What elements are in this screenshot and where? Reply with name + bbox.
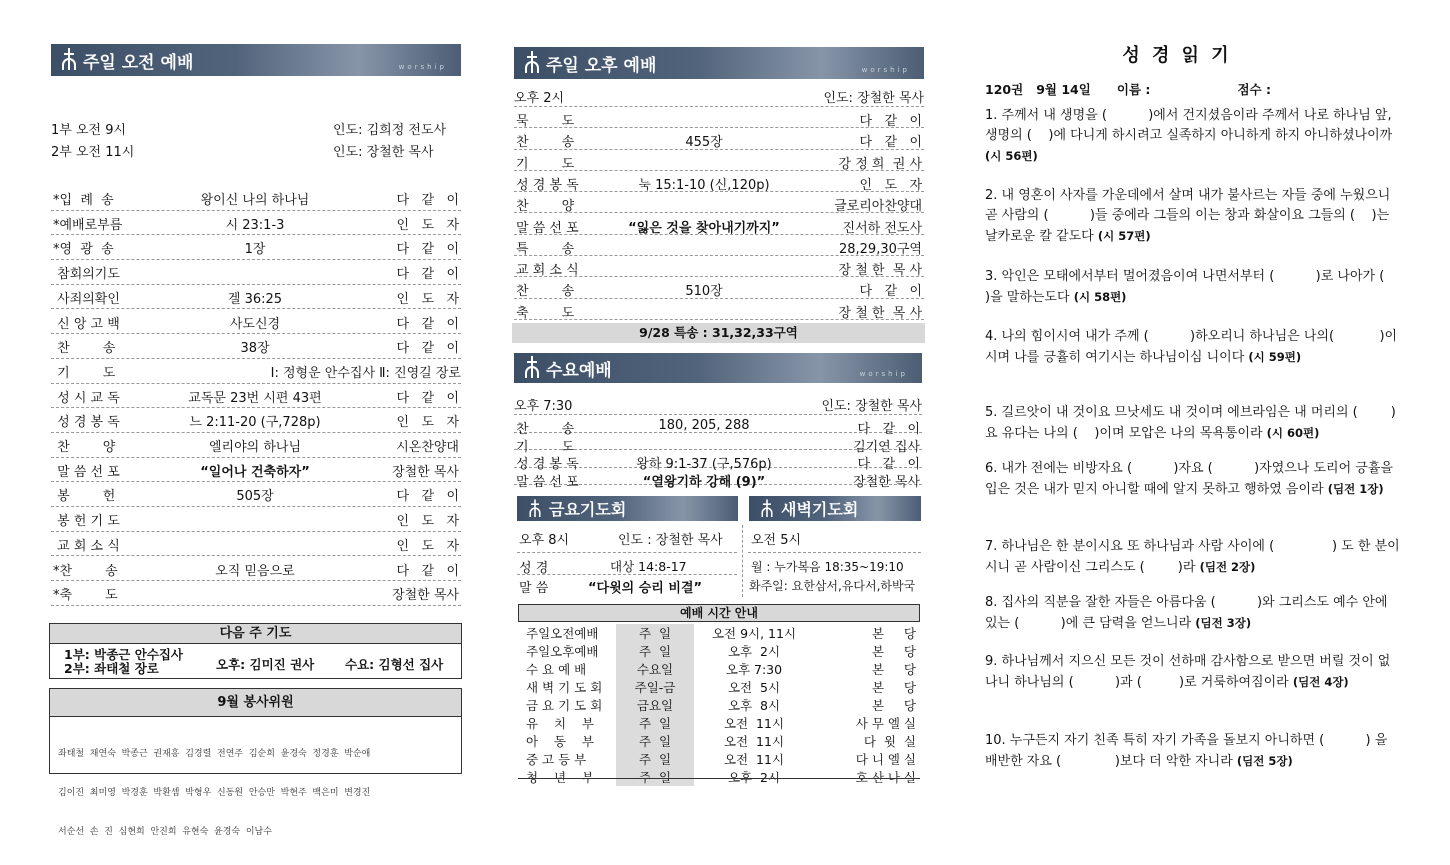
afternoon-service-title: 주일 오후 예배 — [546, 55, 657, 76]
wednesday-leader: 인도: 장철한 목사 — [821, 399, 922, 414]
schedule-service: 중 고 등 부 — [526, 752, 587, 767]
question-text: 5. 길르앗이 내 것이요 므낫세도 내 것이며 에브라임은 내 머리의 ( )요 유다는 나의 ( )이며 모압은 나의 목욕통이라 — [985, 405, 1396, 441]
wednesday-item-detail: “열왕기하 강해 (9)” — [642, 474, 766, 490]
afternoon-item-name: 묵 도 — [516, 114, 575, 129]
morning-row — [51, 359, 461, 384]
morning-row — [51, 458, 461, 483]
schedule-table — [524, 624, 918, 786]
afternoon-row — [514, 192, 924, 213]
morning-item-detail: 교독문 23번 시편 43편 — [188, 390, 322, 406]
wednesday-item-name: 기 도 — [516, 439, 575, 455]
schedule-day: 주 일 — [616, 750, 694, 768]
morning-item-leader: 다 같 이 — [396, 267, 459, 283]
schedule-place: 본 당 — [871, 662, 916, 677]
afternoon-item-leader: 28,29,30구역 — [838, 241, 922, 257]
question-text: 2. 내 영혼이 사자를 가운데에서 살며 내가 불사르는 자들 중에 누웠으니 곧 사람의 ( )들 중에라 그들의 이는 창과 화살이요 그들의 ( )는 날카로운 칼 같도다 — [985, 188, 1395, 244]
morning-item-detail: 시 23:1-3 — [225, 217, 285, 233]
schedule-time: 오전 11시 — [723, 752, 785, 767]
special-song-notice: 9/28 특송 : 31,32,33구역 — [512, 323, 925, 343]
dawn-reading-1: 월 : 누가복음 18:35~19:10 — [751, 560, 904, 574]
worship-watermark: worship — [859, 370, 908, 378]
schedule-service: 금 요 기 도 회 — [526, 698, 603, 713]
morning-row — [51, 211, 461, 236]
reading-question — [985, 106, 1400, 167]
question-reference: (딤전 1장) — [1327, 482, 1384, 496]
afternoon-leader: 인도: 장철한 목사 — [823, 91, 924, 106]
morning-item-name: *찬 송 — [53, 563, 118, 579]
wednesday-item-name: 찬 송 — [516, 422, 575, 437]
afternoon-item-name: 교 회 소 식 — [516, 263, 579, 279]
morning-item-name: 성 경 봉 독 — [53, 415, 120, 431]
morning-item-name: 기 도 — [53, 365, 116, 381]
schedule-row — [524, 624, 918, 642]
schedule-title-box — [518, 604, 920, 622]
wednesday-service-header — [514, 353, 922, 383]
morning-item-leader: 다 같 이 — [396, 489, 459, 505]
question-text: 3. 악인은 모태에서부터 멀어졌음이여 나면서부터 ( )로 나아가 ( )을 말하는도다 — [985, 269, 1422, 305]
wednesday-item-leader: 김기연 집사 — [853, 439, 920, 455]
session2-leader: 인도: 장철한 목사 — [333, 145, 434, 160]
morning-item-detail: 38장 — [240, 341, 270, 357]
morning-item-leader: 인 도 자 — [396, 217, 459, 233]
wednesday-row — [514, 433, 922, 455]
schedule-place: 사 무 엘 실 — [855, 716, 916, 731]
schedule-place: 본 당 — [871, 698, 916, 713]
wednesday-service-title: 수요예배 — [546, 360, 612, 381]
wednesday-item-leader: 다 같 이 — [857, 457, 920, 472]
session2-time: 2부 오전 11시 — [51, 145, 135, 160]
wednesday-item-detail: 왕하 9:1-37 (구,576p) — [636, 457, 772, 472]
wednesday-item-name: 성 경 봉 독 — [516, 457, 579, 472]
afternoon-item-name: 말 씀 선 포 — [516, 220, 579, 236]
schedule-time: 오후 2시 — [727, 644, 781, 659]
morning-item-detail: 왕이신 나의 하나님 — [200, 193, 310, 208]
schedule-row — [524, 678, 918, 696]
morning-item-leader: 다 같 이 — [396, 316, 459, 332]
morning-row — [51, 260, 461, 285]
morning-item-leader: 인 도 자 — [396, 291, 459, 307]
morning-item-name: 신 앙 고 백 — [53, 316, 120, 332]
reading-question — [985, 593, 1400, 634]
morning-row — [51, 482, 461, 507]
schedule-day: 주일-금 — [616, 678, 694, 696]
morning-item-detail: Ⅰ: 정형운 안수집사 Ⅱ: 진영길 장로 — [270, 365, 461, 381]
reading-title: 성 경 읽 기 — [1122, 45, 1232, 66]
morning-service-title: 주일 오전 예배 — [83, 52, 194, 73]
schedule-day: 주 일 — [616, 714, 694, 732]
session1-leader: 인도: 김희정 전도사 — [333, 123, 447, 138]
morning-item-detail: “일어나 건축하자” — [200, 464, 310, 480]
question-text: 1. 주께서 내 생명을 ( )에서 건지셨음이라 주께서 나로 하나님 앞, 생명의 ( )에 다니게 하시려고 실족하지 아니하게 하지 아니하셨나이까 — [985, 108, 1396, 143]
question-reference: (시 57편) — [1097, 229, 1151, 243]
afternoon-item-detail: “잃은 것을 찾아내기까지” — [628, 220, 780, 236]
afternoon-service-header — [514, 47, 924, 79]
afternoon-item-name: 특 송 — [516, 241, 575, 257]
morning-item-leader: 장철한 목사 — [392, 588, 459, 604]
morning-item-name: *예배로부름 — [53, 217, 123, 233]
schedule-day: 주 일 — [616, 768, 694, 786]
afternoon-item-leader: 강 정 희 권 사 — [838, 156, 922, 172]
afternoon-item-name: 축 도 — [516, 305, 575, 321]
next-prayer-title: 다음 주 기도 — [50, 624, 461, 644]
reading-question — [985, 731, 1400, 772]
question-text: 9. 하나님께서 지으신 모든 것이 선하매 감사함으로 받으면 버릴 것이 없나니 하나님의 ( )과 ( )로 거룩하여짐이라 — [985, 654, 1391, 690]
morning-item-leader: 인 도 자 — [396, 538, 459, 554]
schedule-time: 오전 11시 — [723, 734, 785, 749]
schedule-service: 청 년 부 — [526, 770, 595, 785]
schedule-service: 주일오후예배 — [526, 644, 599, 659]
afternoon-item-leader: 글로리아찬양대 — [834, 199, 922, 215]
morning-row — [51, 384, 461, 409]
schedule-service: 주일오전예배 — [526, 626, 599, 641]
friday-sermon: “다윗의 승리 비결” — [588, 581, 703, 596]
dawn-reading-2: 화주일: 요한삼서,유다서,하박국 — [749, 579, 916, 593]
morning-service-header — [51, 44, 461, 76]
morning-item-name: *영 광 송 — [53, 242, 114, 258]
cross-icon — [524, 51, 540, 75]
afternoon-item-name: 찬 송 — [516, 135, 575, 151]
cross-icon — [529, 499, 542, 518]
question-text: 6. 내가 전에는 비방자요 ( )자요 ( )자였으나 도리어 긍휼을 입은 것은 내가 믿지 아니할 때에 알지 못하고 행하였 음이라 — [985, 461, 1398, 497]
morning-item-name: 참회의기도 — [53, 267, 120, 283]
wednesday-row — [514, 468, 922, 490]
afternoon-item-leader: 장 철 한 목 사 — [838, 305, 922, 321]
cross-icon — [61, 48, 77, 72]
afternoon-item-name: 기 도 — [516, 156, 575, 172]
afternoon-row — [514, 299, 924, 320]
friday-leader: 인도 : 장철한 목사 — [618, 533, 723, 548]
afternoon-item-leader: 다 같 이 — [859, 284, 922, 300]
question-reference: (딤전 2장) — [1199, 560, 1256, 574]
reading-question — [985, 186, 1400, 247]
schedule-time: 오후 7:30 — [725, 662, 783, 677]
morning-item-leader: 인 도 자 — [396, 415, 459, 431]
volunteers-line-3: 서순선 손 진 심현희 안진희 유현숙 윤경숙 이남수 — [58, 827, 272, 837]
morning-item-detail: 겔 36:25 — [227, 291, 283, 307]
volunteers-line-2: 김이진 최미영 박경훈 박환셈 박형우 신동원 안승만 박현주 백은미 변경진 — [58, 788, 371, 798]
volunteers-box — [49, 688, 462, 837]
morning-item-detail: 엘리야의 하나님 — [208, 440, 302, 455]
friday-time: 오후 8시 — [519, 533, 570, 548]
morning-item-name: 봉 헌 기 도 — [53, 514, 120, 530]
worship-watermark: worship — [861, 66, 910, 74]
afternoon-row — [514, 171, 924, 192]
schedule-service: 새 벽 기 도 회 — [526, 680, 603, 695]
dawn-prayer-title: 새벽기도회 — [781, 500, 859, 519]
afternoon-row — [514, 128, 924, 149]
morning-item-detail: 느 2:11-20 (구,728p) — [189, 415, 321, 431]
schedule-time: 오후 8시 — [727, 698, 781, 713]
morning-item-name: 찬 양 — [53, 440, 116, 455]
session1-time: 1부 오전 9시 — [51, 123, 127, 138]
afternoon-item-name: 찬 송 — [516, 284, 575, 300]
friday-scripture: 대상 14:8-17 — [610, 559, 687, 574]
reading-meta: 120권 9월 14일 이름 : 점수 : — [985, 82, 1271, 97]
question-reference: (시 56편) — [985, 149, 1038, 163]
friday-scripture-label: 성 경 — [519, 561, 549, 576]
afternoon-time: 오후 2시 — [514, 91, 565, 106]
wednesday-item-leader: 다 같 이 — [857, 422, 920, 437]
morning-row — [51, 557, 461, 582]
morning-item-detail: 1장 — [244, 242, 266, 258]
reading-question — [985, 459, 1400, 500]
schedule-service: 유 치 부 — [526, 716, 595, 731]
morning-item-leader: 장철한 목사 — [392, 464, 459, 480]
morning-item-detail: 오직 믿음으로 — [215, 563, 295, 579]
afternoon-row — [514, 107, 924, 128]
morning-row — [51, 433, 461, 458]
morning-row — [51, 507, 461, 532]
morning-item-name: 찬 송 — [53, 341, 116, 357]
morning-row — [51, 408, 461, 433]
wednesday-time: 오후 7:30 — [514, 399, 573, 414]
reading-question — [985, 267, 1422, 308]
schedule-row — [524, 660, 918, 678]
wednesday-row — [514, 450, 922, 472]
morning-item-name: *입 례 송 — [53, 193, 114, 208]
afternoon-item-leader: 인 도 자 — [859, 177, 922, 193]
afternoon-item-detail: 눅 15:1-10 (신,120p) — [638, 177, 770, 193]
afternoon-row — [514, 214, 924, 235]
friday-prayer-header — [517, 496, 738, 521]
question-reference: (딤전 5장) — [1236, 754, 1293, 768]
morning-item-leader: 다 같 이 — [396, 563, 459, 579]
schedule-row — [524, 750, 918, 768]
morning-item-name: 사죄의확인 — [53, 291, 120, 307]
morning-row — [51, 186, 461, 211]
schedule-day: 주 일 — [616, 624, 694, 642]
afternoon-row — [514, 256, 924, 277]
schedule-row — [524, 642, 918, 660]
morning-item-leader: 다 같 이 — [396, 341, 459, 357]
cross-icon — [761, 499, 774, 518]
afternoon-row — [514, 235, 924, 256]
schedule-place: 다 니 엘 실 — [855, 752, 916, 767]
morning-item-name: 교 회 소 식 — [53, 538, 120, 554]
morning-row — [51, 334, 461, 359]
schedule-day: 주 일 — [616, 732, 694, 750]
morning-item-name: 성 시 교 독 — [53, 390, 120, 406]
question-reference: (시 58편) — [1073, 290, 1127, 304]
dawn-time: 오전 5시 — [751, 533, 802, 548]
next-prayer-afternoon: 오후: 김미진 권사 — [216, 657, 315, 672]
schedule-place: 본 당 — [871, 680, 916, 695]
morning-item-name: *축 도 — [53, 588, 118, 604]
reading-question — [985, 537, 1400, 578]
afternoon-item-leader: 진서하 전도사 — [842, 220, 922, 236]
next-prayer-first: 1부: 박종근 안수집사 — [64, 647, 184, 662]
question-text: 7. 하나님은 한 분이시요 또 하나님과 사람 사이에 ( ) 도 한 분이시니 곧 사람이신 그리스도 ( )라 — [985, 539, 1400, 575]
morning-item-leader: 인 도 자 — [396, 514, 459, 530]
schedule-service: 아 동 부 — [526, 734, 595, 749]
cross-icon — [524, 356, 540, 380]
question-reference: (시 59편) — [1248, 350, 1302, 364]
schedule-row — [524, 714, 918, 732]
question-text: 4. 나의 힘이시여 내가 주께 ( )하오리니 하나님은 나의( )이시며 나를 긍휼히 여기시는 하나님이심 니이다 — [985, 329, 1398, 365]
friday-prayer-title: 금요기도회 — [549, 500, 627, 519]
schedule-time: 오전 5시 — [727, 680, 781, 695]
wednesday-row — [514, 415, 922, 437]
afternoon-item-name: 찬 양 — [516, 199, 575, 215]
schedule-row — [524, 696, 918, 714]
morning-item-name: 봉 헌 — [53, 489, 116, 505]
next-prayer-second: 2부: 좌태철 장로 — [64, 661, 159, 676]
schedule-day: 수요일 — [616, 660, 694, 678]
next-prayer-wednesday: 수요: 김형선 집사 — [345, 657, 444, 672]
morning-row — [51, 581, 461, 606]
schedule-title: 예배 시간 안내 — [519, 605, 919, 621]
schedule-place: 다 윗 실 — [863, 734, 916, 749]
morning-item-leader: 다 같 이 — [396, 390, 459, 406]
schedule-place: 본 당 — [871, 644, 916, 659]
schedule-row — [524, 768, 918, 786]
morning-row — [51, 310, 461, 335]
wednesday-item-detail: 180, 205, 288 — [658, 418, 750, 433]
question-reference: (딤전 4장) — [1292, 675, 1349, 689]
volunteers-title: 9월 봉사위원 — [50, 689, 461, 717]
reading-question — [985, 327, 1400, 368]
wednesday-item-leader: 장철한 목사 — [853, 474, 920, 490]
question-reference: (시 60편) — [1266, 426, 1320, 440]
afternoon-item-leader: 다 같 이 — [859, 114, 922, 129]
schedule-place: 호 산 나 실 — [855, 770, 916, 785]
reading-question — [985, 403, 1400, 444]
next-prayer-box — [49, 623, 462, 679]
afternoon-row — [514, 150, 924, 171]
friday-sermon-label: 말 씀 — [519, 581, 549, 596]
morning-row — [51, 235, 461, 260]
question-reference: (딤전 3장) — [1195, 616, 1252, 630]
schedule-day: 주 일 — [616, 642, 694, 660]
afternoon-item-detail: 510장 — [685, 284, 723, 300]
volunteers-line-1: 좌태철 채연숙 박종근 권재흥 김경렬 전연주 김순희 윤경숙 정경훈 박순애 — [58, 749, 371, 759]
morning-item-name: 말 씀 선 포 — [53, 464, 120, 480]
afternoon-row — [514, 277, 924, 298]
afternoon-item-leader: 장 철 한 목 사 — [838, 263, 922, 279]
dawn-prayer-header — [749, 496, 921, 521]
morning-item-leader: 다 같 이 — [396, 193, 459, 208]
schedule-day: 금요일 — [616, 696, 694, 714]
reading-question — [985, 652, 1400, 693]
question-text: 8. 집사의 직분을 잘한 자들은 아름다움 ( )와 그리스도 예수 안에 있는 ( )에 큰 담력을 얻느니라 — [985, 595, 1392, 631]
morning-row — [51, 532, 461, 557]
morning-item-detail: 사도신경 — [229, 316, 281, 332]
afternoon-item-name: 성 경 봉 독 — [516, 177, 579, 193]
wednesday-item-name: 말 씀 선 포 — [516, 474, 579, 490]
schedule-place: 본 당 — [871, 626, 916, 641]
morning-row — [51, 285, 461, 310]
schedule-time: 오전 11시 — [723, 716, 785, 731]
schedule-time: 오전 9시, 11시 — [711, 626, 797, 641]
afternoon-item-leader: 다 같 이 — [859, 135, 922, 151]
schedule-row — [524, 732, 918, 750]
morning-item-leader: 시온찬양대 — [396, 440, 459, 455]
question-text: 10. 누구든지 자기 친족 특히 자기 가족을 돌보지 아니하면 ( ) 을 배반한 자요 ( )보다 더 악한 자니라 — [985, 733, 1392, 769]
worship-watermark: worship — [398, 63, 447, 71]
schedule-service: 수 요 예 배 — [526, 662, 587, 677]
afternoon-item-detail: 455장 — [685, 135, 723, 151]
morning-item-leader: 다 같 이 — [396, 242, 459, 258]
morning-item-detail: 505장 — [236, 489, 274, 505]
schedule-time: 오후 2시 — [727, 770, 781, 785]
